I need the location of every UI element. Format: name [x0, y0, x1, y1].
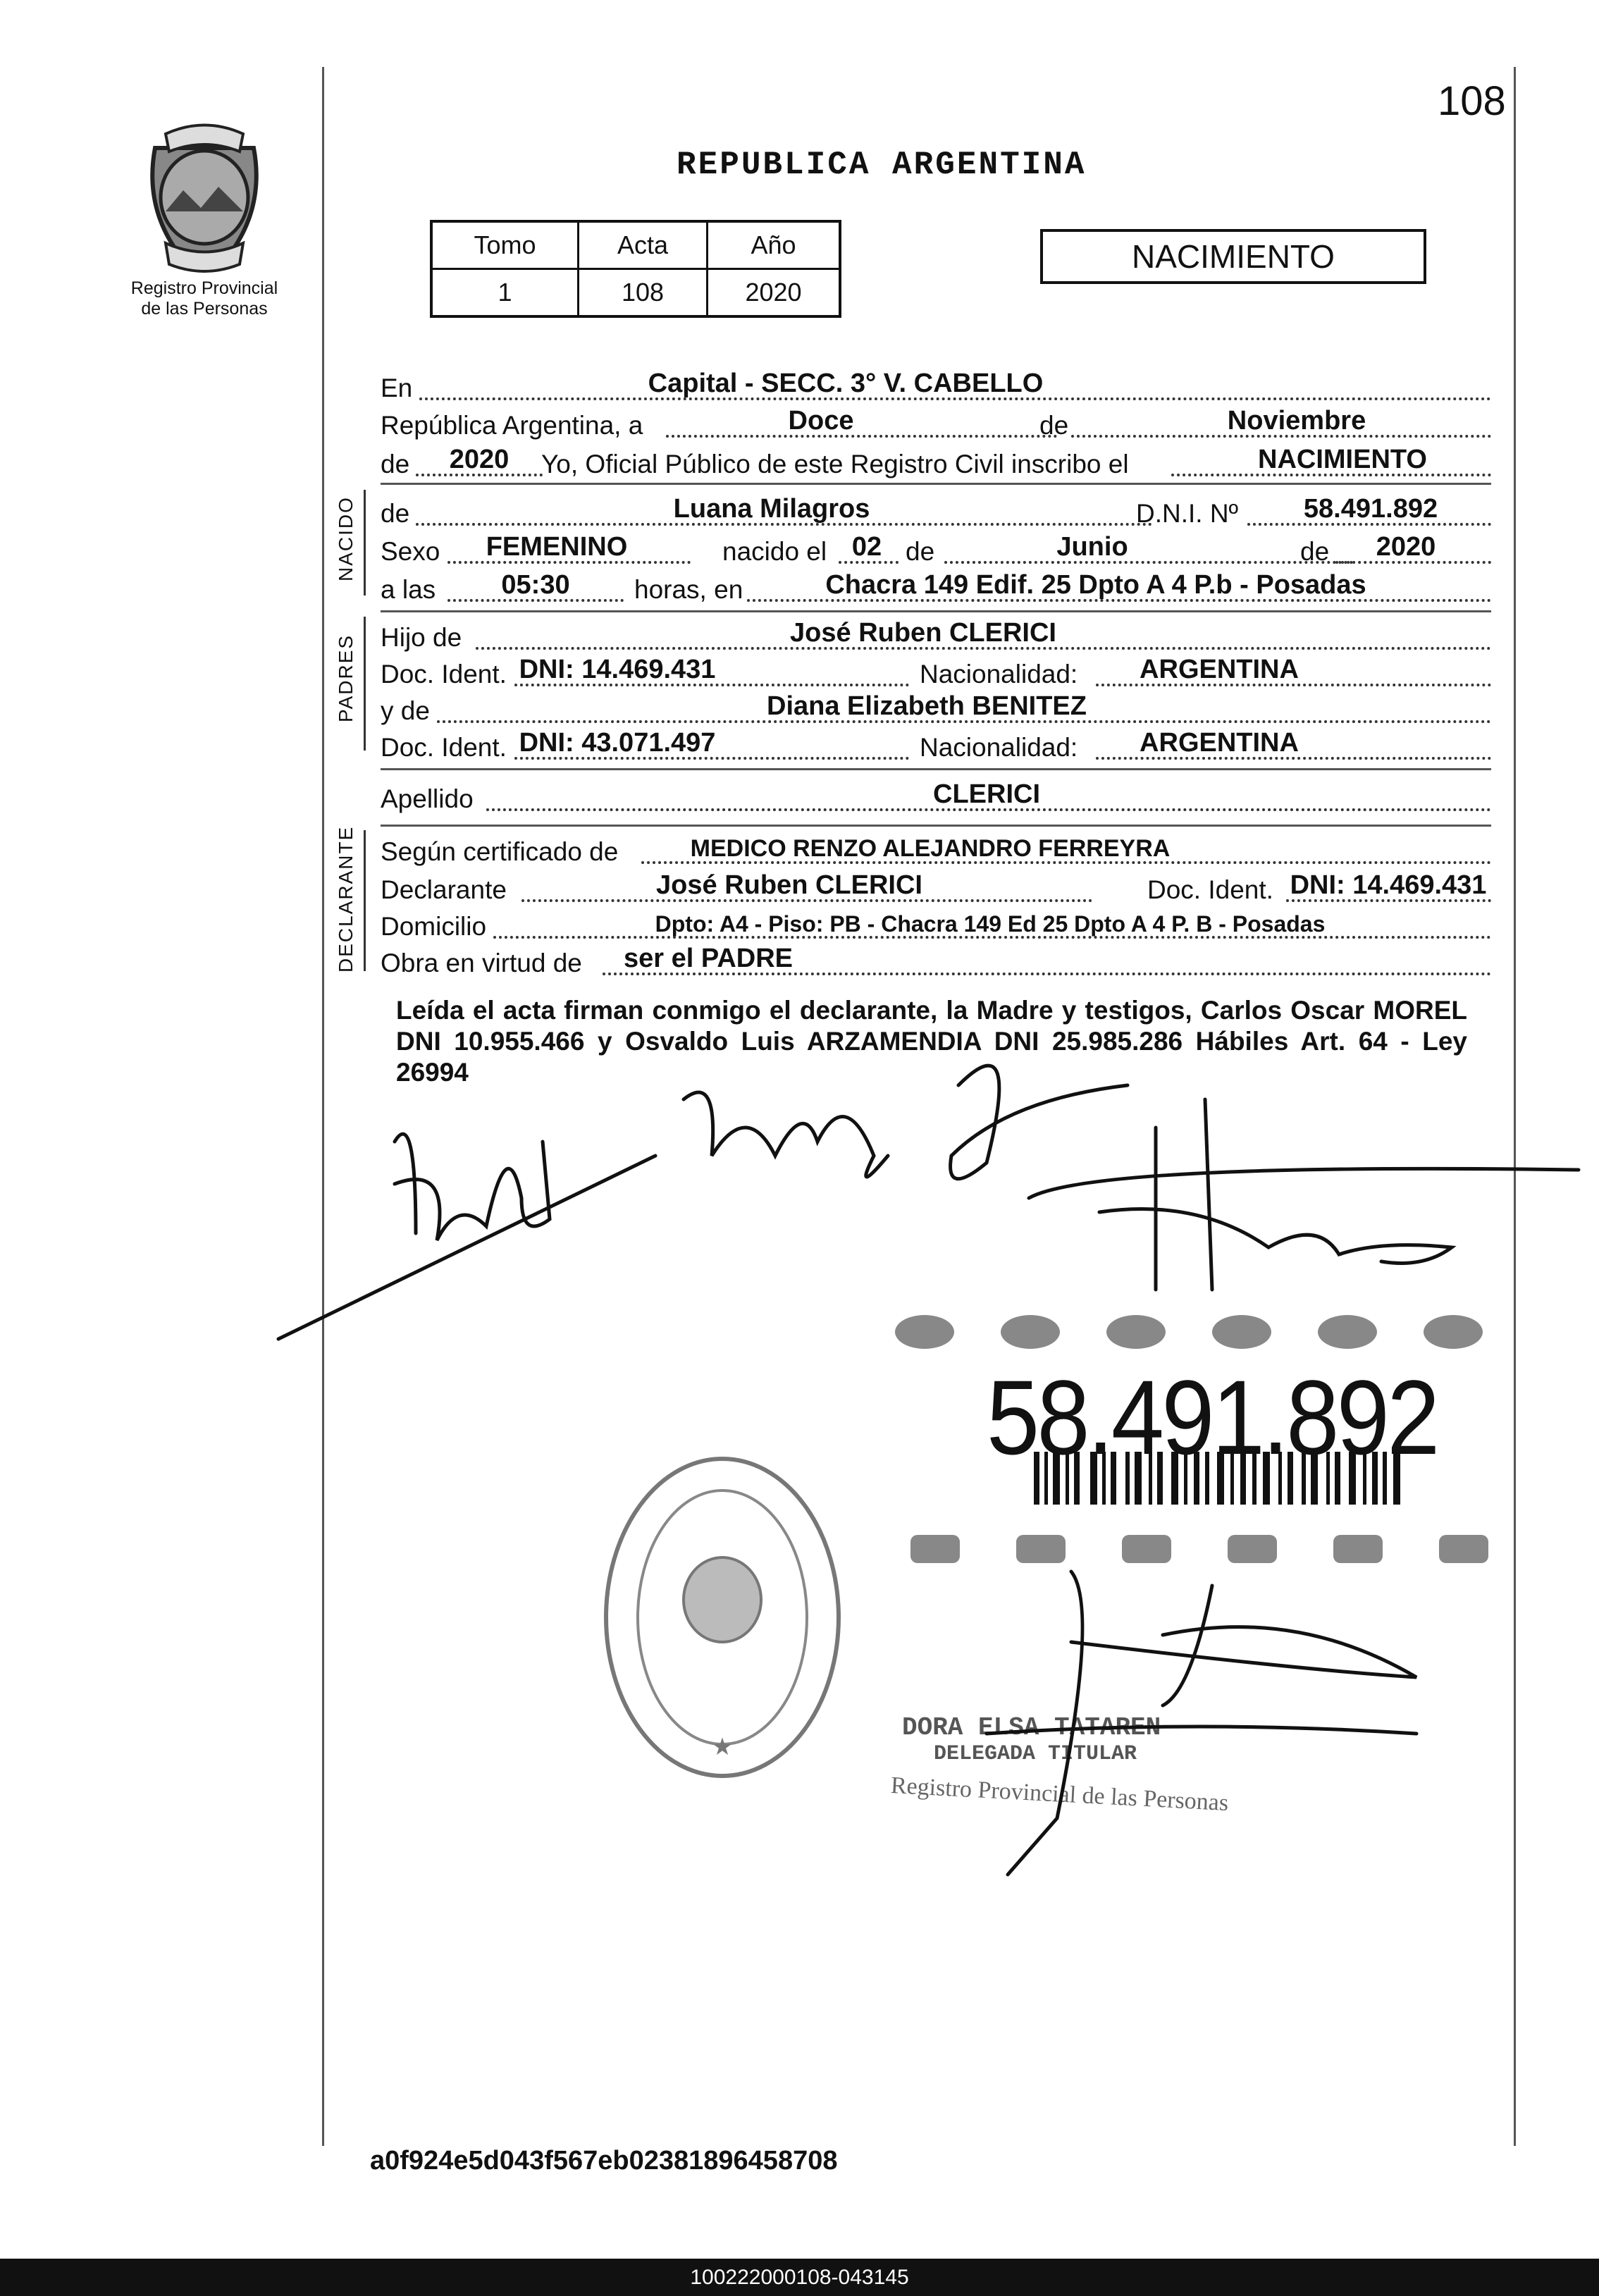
apellido-value: CLERICI: [933, 779, 1040, 809]
record-type-box: NACIMIENTO: [1040, 229, 1426, 284]
place-value: Capital - SECC. 3° V. CABELLO: [648, 369, 1044, 398]
line-declarante: Declarante José Ruben CLERICI Doc. Ident. DNI: 14.469.431: [381, 868, 1491, 908]
official-name: DORA ELSA TATAREN: [902, 1713, 1161, 1742]
footer-code: 100222000108-043145: [0, 2259, 1599, 2296]
certificado-value: MEDICO RENZO ALEJANDRO FERREYRA: [690, 835, 1171, 862]
month-value: Noviembre: [1227, 406, 1366, 436]
line-apellido: Apellido CLERICI: [381, 777, 1491, 817]
acta-value: 108: [579, 269, 708, 317]
birth-year-value: 2020: [1376, 532, 1436, 562]
declarante-doc-value: DNI: 14.469.431: [1290, 870, 1487, 900]
line-domicilio: Domicilio Dpto: A4 - Piso: PB - Chacra 149 Ed 25 Dpto A 4 P. B - Posadas: [381, 905, 1491, 944]
line-father: Hijo de José Ruben CLERICI: [381, 616, 1491, 655]
right-margin-line: [1514, 67, 1516, 2146]
line-father-doc: Doc. Ident. DNI: 14.469.431 Nacionalidad: ARGENTINA: [381, 653, 1491, 692]
line-mother: y de Diana Elizabeth BENITEZ: [381, 689, 1491, 729]
section-label-nacido: NACIDO: [335, 496, 357, 581]
act-kind-value: NACIMIENTO: [1258, 445, 1427, 474]
mother-doc-value: DNI: 43.071.497: [519, 728, 716, 758]
line-date: República Argentina, a Doce de Noviembre: [381, 404, 1491, 443]
mother-name-value: Diana Elizabeth BENITEZ: [767, 691, 1087, 721]
sticker-dni-number: 58.491.892: [987, 1358, 1438, 1476]
birth-month-value: Junio: [1056, 532, 1128, 562]
misiones-emblem-logo: [134, 120, 275, 275]
mother-nationality-value: ARGENTINA: [1140, 728, 1299, 758]
day-value: Doce: [788, 406, 854, 436]
record-header-table: [430, 220, 841, 318]
year-value: 2020: [449, 445, 510, 474]
anio-label: Año: [708, 221, 841, 269]
page-title: REPUBLICA ARGENTINA: [677, 147, 1087, 183]
section-label-declarante: DECLARANTE: [335, 825, 357, 973]
official-office: Registro Provincial de las Personas: [890, 1772, 1230, 1817]
line-nacido-name: de Luana Milagros D.N.I. Nº 58.491.892: [381, 492, 1491, 531]
birth-time-value: 05:30: [501, 570, 570, 600]
father-name-value: José Ruben CLERICI: [790, 618, 1056, 648]
domicilio-value: Dpto: A4 - Piso: PB - Chacra 149 Ed 25 Dpto A 4 P. B - Posadas: [655, 911, 1326, 937]
document-hash: a0f924e5d043f567eb02381896458708: [370, 2146, 838, 2175]
obra-value: ser el PADRE: [623, 944, 794, 973]
section-label-padres: PADRES: [335, 634, 357, 722]
separator: [381, 768, 1491, 770]
anio-value: 2020: [708, 269, 841, 317]
birth-place-value: Chacra 149 Edif. 25 Dpto A 4 P.b - Posadas: [825, 570, 1366, 600]
line-nacido-sexo: Sexo FEMENINO nacido el 02 de Junio de 2020: [381, 530, 1491, 569]
father-doc-value: DNI: 14.469.431: [519, 655, 716, 684]
left-margin-line: [322, 67, 324, 2146]
separator: [381, 825, 1491, 827]
declarante-name-value: José Ruben CLERICI: [656, 870, 922, 900]
father-nationality-value: ARGENTINA: [1140, 655, 1299, 684]
line-certificado: Según certificado de MEDICO RENZO ALEJANDRO FERREYRA: [381, 830, 1491, 870]
line-en: En Capital - SECC. 3° V. CABELLO: [381, 366, 1491, 406]
line-obra: Obra en virtud de ser el PADRE: [381, 942, 1491, 981]
official-role: DELEGADA TITULAR: [934, 1742, 1137, 1766]
line-mother-doc: Doc. Ident. DNI: 43.071.497 Nacionalidad: ARGENTINA: [381, 726, 1491, 765]
registry-round-stamp: [599, 1452, 846, 1783]
child-name-value: Luana Milagros: [673, 494, 870, 524]
birth-day-value: 02: [851, 532, 882, 562]
acta-label: Acta: [579, 221, 708, 269]
logo-caption: Registro Provincial de las Personas: [130, 278, 278, 319]
separator: [381, 610, 1491, 612]
child-dni-value: 58.491.892: [1303, 494, 1438, 524]
separator: [381, 483, 1491, 485]
line-yo: de 2020 Yo, Oficial Público de este Registro Civil inscribo el NACIMIENTO: [381, 443, 1491, 482]
line-nacido-hora: a las 05:30 horas, en Chacra 149 Edif. 25 Dpto A 4 P.b - Posadas: [381, 568, 1491, 607]
svg-text:★: ★: [711, 1734, 734, 1760]
page-number: 108: [1438, 78, 1506, 124]
sexo-value: FEMENINO: [486, 532, 628, 562]
tomo-value: 1: [431, 269, 579, 317]
tomo-label: Tomo: [431, 221, 579, 269]
closing-statement: Leída el acta firman conmigo el declarante, la Madre y testigos, Carlos Oscar MOREL DNI 10.955.466 y Osvaldo Luis ARZAMENDIA DNI 25.985.286 Hábiles Art. 64 - Ley 26994: [396, 996, 1467, 1087]
